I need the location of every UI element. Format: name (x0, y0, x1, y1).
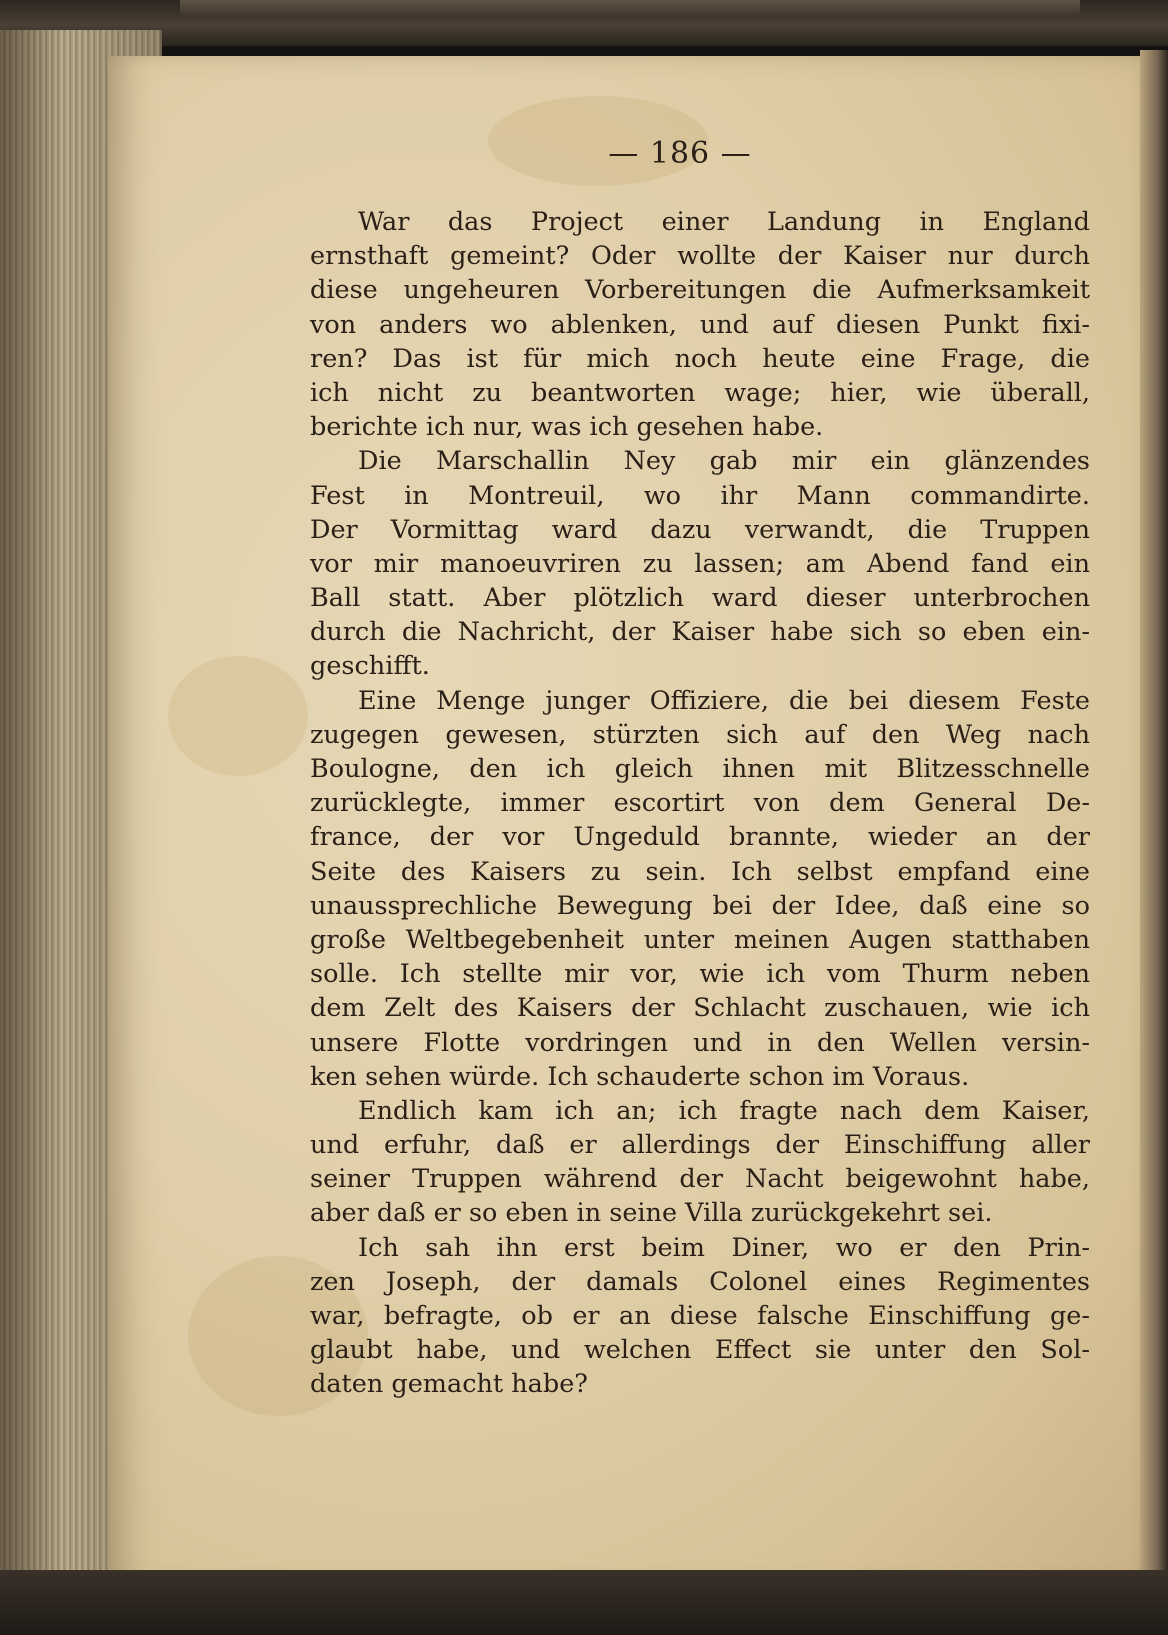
text-line: War das Project einer Landung in England (358, 207, 1090, 237)
body-text (310, 205, 1090, 1402)
paragraph (310, 444, 1090, 683)
text-line: zugegen gewesen, stürzten sich auf den Weg nach (310, 719, 1090, 750)
page-number: — 186 — (608, 136, 752, 171)
paragraph (310, 1094, 1090, 1231)
paragraph (310, 684, 1090, 1094)
text-line: glaubt habe, und welchen Effect sie unter den Sol- (310, 1335, 1090, 1366)
text-line: große Weltbegebenheit unter meinen Augen statthaben (310, 924, 1090, 955)
text-line: Endlich kam ich an; ich fragte nach dem Kaiser, (358, 1095, 1090, 1126)
text-line: war, befragte, ob er an diese falsche Einschiffung ge- (310, 1301, 1090, 1331)
text-line: von anders wo ablenken, und auf diesen Punkt fixi- (310, 309, 1090, 340)
text-line: dem Zelt des Kaisers der Schlacht zuschauen, wie ich (310, 993, 1090, 1024)
text-line: Ich sah ihn erst beim Diner, wo er den Prin- (358, 1232, 1090, 1263)
text-line: ren? Das ist für mich noch heute eine Frage, die (310, 343, 1090, 374)
text-line: berichte ich nur, was ich gesehen habe. (310, 412, 824, 443)
text-line: france, der vor Ungeduld brannte, wieder an der (310, 822, 1090, 853)
text-line: Seite des Kaisers zu sein. Ich selbst empfand eine (310, 856, 1090, 887)
text-line: Eine Menge junger Offiziere, die bei diesem Feste (358, 685, 1090, 716)
text-line: vor mir manoeuvriren zu lassen; am Abend fand ein (310, 548, 1090, 579)
text-line: daten gemacht habe? (310, 1369, 588, 1400)
paragraph (310, 205, 1090, 444)
text-line: Fest in Montreuil, wo ihr Mann commandirte. (310, 480, 1090, 511)
text-line: seiner Truppen während der Nacht beigewohnt habe, (310, 1164, 1090, 1195)
text-line: zurücklegte, immer escortirt von dem General De- (310, 788, 1090, 819)
text-line: diese ungeheuren Vorbereitungen die Aufmerksamkeit (310, 275, 1090, 306)
text-line: und erfuhr, daß er allerdings der Einschiffung aller (310, 1130, 1090, 1161)
page-right-edge (1140, 50, 1168, 1590)
text-line: geschifft. (310, 651, 430, 682)
cover-edge (180, 0, 1080, 18)
text-line: Die Marschallin Ney gab mir ein glänzendes (358, 446, 1090, 477)
paper-stain (168, 656, 308, 776)
text-line: ernsthaft gemeint? Oder wollte der Kaiser nur durch (310, 241, 1090, 272)
text-line: ken sehen würde. Ich schauderte schon im Voraus. (310, 1061, 970, 1092)
book-cover-bottom (0, 1570, 1168, 1635)
text-line: Der Vormittag ward dazu verwandt, die Truppen (310, 514, 1090, 545)
text-line: unaussprechliche Bewegung bei der Idee, daß eine so (310, 890, 1090, 921)
text-line: unsere Flotte vordringen und in den Wellen versin- (310, 1027, 1090, 1058)
text-line: ich nicht zu beantworten wage; hier, wie überall, (310, 377, 1090, 408)
text-line: aber daß er so eben in seine Villa zurückgekehrt sei. (310, 1198, 993, 1229)
text-line: solle. Ich stellte mir vor, wie ich vom Thurm neben (310, 959, 1090, 990)
text-line: durch die Nachricht, der Kaiser habe sich so eben ein- (310, 617, 1090, 648)
paragraph (310, 1231, 1090, 1402)
text-line: Ball statt. Aber plötzlich ward dieser unterbrochen (310, 583, 1090, 614)
text-line: Boulogne, den ich gleich ihnen mit Blitzesschnelle (310, 754, 1090, 784)
text-line: zen Joseph, der damals Colonel eines Regimentes (310, 1266, 1090, 1297)
